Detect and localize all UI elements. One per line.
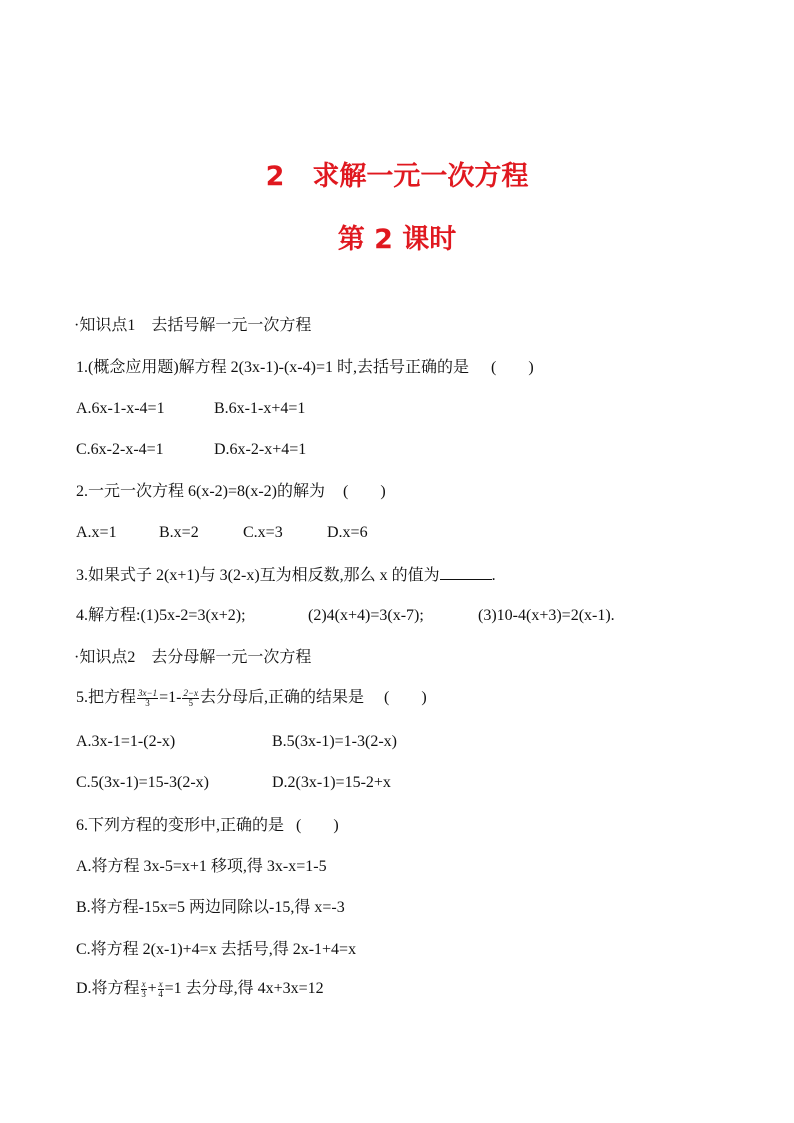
fraction bbox=[182, 689, 199, 708]
question-4 bbox=[76, 606, 615, 626]
denominator: 3 bbox=[145, 697, 150, 708]
option-c: C.将方程 2(x-1)+4=x 去括号,得 2x-1+4=x bbox=[76, 941, 357, 958]
plus-sign: + bbox=[147, 980, 157, 997]
option-d: D.6x-2-x+4=1 bbox=[214, 441, 307, 458]
option-b: B.6x-1-x+4=1 bbox=[214, 400, 306, 417]
fill-in-blank[interactable] bbox=[440, 565, 492, 580]
question-2-options bbox=[76, 523, 368, 543]
option-b: B.x=2 bbox=[159, 524, 199, 541]
numerator: 3x−1 bbox=[138, 687, 158, 698]
option-c: C.5(3x-1)=15-3(2-x) bbox=[76, 774, 209, 791]
option-a: A.6x-1-x-4=1 bbox=[76, 400, 165, 417]
question-1-options-cd bbox=[76, 440, 306, 460]
answer-bracket: ( ) bbox=[384, 689, 427, 706]
question-2 bbox=[76, 482, 386, 502]
option-b: B.将方程-15x=5 两边同除以-15,得 x=-3 bbox=[76, 899, 345, 916]
numerator: 2−x bbox=[183, 687, 199, 698]
fraction bbox=[137, 689, 158, 708]
fraction bbox=[141, 980, 147, 999]
question-2-stem: 2.一元一次方程 6(x-2)=8(x-2)的解为 bbox=[76, 483, 325, 500]
denominator: 5 bbox=[188, 697, 193, 708]
question-1 bbox=[76, 358, 534, 378]
numerator: x bbox=[158, 978, 163, 989]
question-5-options-ab bbox=[76, 732, 397, 752]
option-d: D.x=6 bbox=[327, 524, 368, 541]
equation-part: =1- bbox=[159, 689, 182, 706]
question-3-stem: 3.如果式子 2(x+1)与 3(2-x)互为相反数,那么 x 的值为 bbox=[76, 567, 440, 584]
answer-bracket: ( ) bbox=[343, 483, 386, 500]
lesson-number: 2 bbox=[265, 161, 285, 192]
option-d: D.2(3x-1)=15-2+x bbox=[272, 774, 391, 791]
option-d-stem: D.将方程 bbox=[76, 980, 140, 997]
question-4-part-3: (3)10-4(x+3)=2(x-1). bbox=[478, 607, 615, 624]
option-d bbox=[76, 979, 324, 999]
answer-bracket: ( ) bbox=[296, 817, 339, 834]
denominator: 4 bbox=[158, 988, 163, 999]
knowledge-point-1: ·知识点1 去括号解一元一次方程 bbox=[74, 317, 312, 334]
question-5 bbox=[76, 688, 427, 708]
option-a: A.x=1 bbox=[76, 524, 117, 541]
question-1-stem: 1.(概念应用题)解方程 2(3x-1)-(x-4)=1 时,去括号正确的是 bbox=[76, 359, 469, 376]
question-4-part-2: (2)4(x+4)=3(x-7); bbox=[308, 607, 424, 624]
option-c: C.x=3 bbox=[243, 524, 283, 541]
option-a: A.将方程 3x-5=x+1 移项,得 3x-x=1-5 bbox=[76, 858, 327, 875]
question-6-stem: 6.下列方程的变形中,正确的是 bbox=[76, 817, 285, 834]
question-5-tail: 去分母后,正确的结果是 bbox=[200, 689, 365, 706]
question-1-options-ab bbox=[76, 399, 305, 419]
question-4-part-1: 4.解方程:(1)5x-2=3(x+2); bbox=[76, 607, 246, 624]
option-d-tail: =1 去分母,得 4x+3x=12 bbox=[164, 980, 324, 997]
lesson-title-text: 求解一元一次方程 bbox=[312, 161, 529, 192]
answer-bracket: ( ) bbox=[490, 359, 534, 376]
lesson-subtitle: 第 2 课时 bbox=[337, 224, 457, 255]
option-b: B.5(3x-1)=1-3(2-x) bbox=[272, 733, 397, 750]
denominator: 3 bbox=[141, 988, 146, 999]
period: . bbox=[491, 567, 496, 584]
question-6 bbox=[76, 816, 339, 836]
question-5-options-cd bbox=[76, 773, 391, 793]
option-c: C.6x-2-x-4=1 bbox=[76, 441, 164, 458]
option-a: A.3x-1=1-(2-x) bbox=[76, 733, 176, 750]
fraction bbox=[158, 980, 164, 999]
knowledge-point-2: ·知识点2 去分母解一元一次方程 bbox=[74, 649, 312, 666]
lesson-title bbox=[0, 154, 794, 193]
question-5-stem: 5.把方程 bbox=[76, 689, 137, 706]
question-3 bbox=[76, 565, 496, 586]
numerator: x bbox=[141, 978, 146, 989]
